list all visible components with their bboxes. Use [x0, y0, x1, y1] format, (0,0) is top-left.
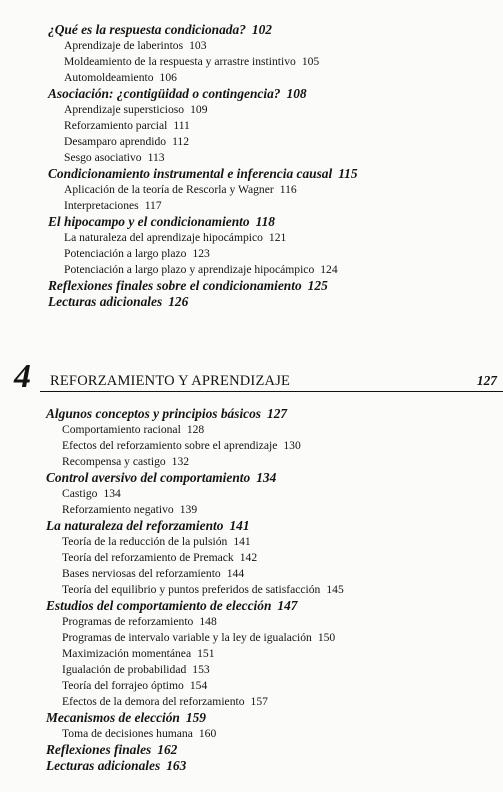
toc-entry: [46, 646, 503, 662]
toc-entry: [46, 726, 503, 742]
toc-heading-title: Lecturas adicionales: [46, 758, 161, 773]
toc-entry-page: 113: [147, 151, 165, 164]
toc-heading: [48, 278, 503, 294]
toc-heading-page: 159: [185, 710, 206, 725]
toc-entry: [46, 566, 503, 582]
toc-heading-page: 162: [157, 742, 178, 757]
toc-heading-title: Reflexiones finales sobre el condicionamiento: [48, 278, 302, 293]
toc-entry: [46, 678, 503, 694]
toc-entry: [46, 486, 503, 502]
toc-heading: [48, 86, 503, 102]
toc-heading-title: Condicionamiento instrumental e inferencia causal: [48, 166, 333, 181]
chapter-header: [0, 358, 503, 395]
toc-entry-title: Reforzamiento negativo: [62, 503, 174, 516]
toc-entry-title: Castigo: [62, 487, 98, 500]
toc-entry-page: 144: [226, 567, 245, 580]
toc-entry-page: 103: [189, 39, 207, 52]
toc-entry: [46, 454, 503, 470]
toc-entry-page: 151: [197, 647, 215, 660]
toc-entry-page: 109: [190, 103, 208, 116]
toc-entry-page: 111: [173, 119, 190, 132]
toc-entry: [48, 38, 503, 54]
toc-heading-page: 127: [267, 406, 288, 421]
toc-entry-page: 157: [250, 695, 268, 708]
toc-heading: [48, 294, 503, 310]
toc-entry: [48, 54, 503, 70]
toc-entry: [48, 182, 503, 198]
toc-entry: [46, 502, 503, 518]
toc-entry: [48, 118, 503, 134]
toc-heading-page: 115: [338, 166, 358, 181]
toc-entry: [48, 102, 503, 118]
chapter-number: 4: [14, 358, 31, 395]
toc-heading: [48, 22, 503, 38]
toc-entry: [46, 438, 503, 454]
toc-entry-title: Programas de reforzamiento: [62, 615, 194, 628]
toc-heading-page: 126: [168, 294, 189, 309]
toc-heading-title: Reflexiones finales: [46, 742, 152, 757]
toc-entry: [46, 662, 503, 678]
toc-entry-title: Teoría de la reducción de la pulsión: [62, 535, 228, 548]
toc-entry-page: 160: [198, 727, 217, 740]
toc-entry-title: Reforzamiento parcial: [64, 119, 168, 132]
toc-heading: [46, 742, 503, 758]
toc-heading-title: ¿Qué es la respuesta condicionada?: [48, 22, 246, 37]
toc-heading-page: 102: [251, 22, 272, 37]
toc-entry-page: 112: [172, 135, 190, 148]
toc-heading: [46, 710, 503, 726]
toc-entry: [48, 246, 503, 262]
toc-entry-page: 153: [192, 663, 210, 676]
toc-heading-page: 147: [277, 598, 298, 613]
toc-entry-title: Teoría del equilibrio y puntos preferidos de satisfacción: [62, 583, 321, 596]
toc-entry-title: Sesgo asociativo: [64, 151, 142, 164]
toc-heading-page: 134: [256, 470, 277, 485]
toc-entry: [48, 70, 503, 86]
toc-heading-title: La naturaleza del reforzamiento: [46, 518, 224, 533]
toc-entry-page: 132: [171, 455, 190, 468]
toc-entry: [46, 422, 503, 438]
toc-entry-title: Programas de intervalo variable y la ley de igualación: [62, 631, 312, 644]
toc-entry-page: 116: [279, 183, 297, 196]
toc-entry-page: 124: [320, 263, 338, 276]
toc-heading: [46, 406, 503, 422]
toc-heading-title: Mecanismos de elección: [46, 710, 180, 725]
toc-entry-title: Teoría del reforzamiento de Premack: [62, 551, 234, 564]
toc-entry-page: 141: [233, 535, 251, 548]
toc-entry-title: Aprendizaje de laberintos: [64, 39, 184, 52]
toc-entry: [48, 134, 503, 150]
chapter-page: 127: [476, 373, 497, 388]
toc-entry-title: Efectos de la demora del reforzamiento: [62, 695, 245, 708]
toc-entry-page: 150: [317, 631, 336, 644]
toc-entry: [48, 150, 503, 166]
toc-entry-title: Comportamiento racional: [62, 423, 181, 436]
toc-entry: [46, 630, 503, 646]
toc-entry: [46, 582, 503, 598]
toc-entry: [46, 614, 503, 630]
toc-heading: [46, 598, 503, 614]
toc-heading-page: 108: [286, 86, 307, 101]
toc-entry-title: Desamparo aprendido: [64, 135, 167, 148]
toc-heading-page: 163: [166, 758, 187, 773]
toc-entry-title: Recompensa y castigo: [62, 455, 166, 468]
toc-entry-title: La naturaleza del aprendizaje hipocámpico: [64, 231, 263, 244]
toc-heading-title: Lecturas adicionales: [48, 294, 163, 309]
toc-heading: [48, 214, 503, 230]
toc-entry-title: Teoría del forrajeo óptimo: [62, 679, 184, 692]
toc-entry: [46, 534, 503, 550]
toc-entry-title: Automoldeamiento: [64, 71, 154, 84]
toc-entry-title: Toma de decisiones humana: [62, 727, 193, 740]
toc-heading-page: 125: [307, 278, 328, 293]
toc-entry-title: Maximización momentánea: [62, 647, 192, 660]
toc-entry-title: Potenciación a largo plazo y aprendizaje hipocámpico: [64, 263, 315, 276]
toc-entry-page: 148: [199, 615, 217, 628]
toc-heading: [46, 518, 503, 534]
toc-heading-title: Algunos conceptos y principios básicos: [46, 406, 262, 421]
chapter-rule: [40, 391, 503, 392]
toc-heading-title: Control aversivo del comportamiento: [46, 470, 251, 485]
toc-entry-title: Moldeamiento de la respuesta y arrastre instintivo: [64, 55, 296, 68]
toc-entry-title: Potenciación a largo plazo: [64, 247, 187, 260]
toc-heading: [46, 470, 503, 486]
toc-entry-page: 105: [301, 55, 320, 68]
toc-entry: [46, 694, 503, 710]
toc-entry-title: Aplicación de la teoría de Rescorla y Wagner: [64, 183, 274, 196]
toc-entry-page: 121: [268, 231, 287, 244]
toc-heading-title: Asociación: ¿contigüidad o contingencia?: [48, 86, 281, 101]
toc-entry-page: 117: [144, 199, 162, 212]
toc-entry-title: Efectos del reforzamiento sobre el aprendizaje: [62, 439, 278, 452]
toc-entry-title: Aprendizaje supersticioso: [64, 103, 185, 116]
toc-entry-page: 134: [103, 487, 121, 500]
toc-section-top: [0, 22, 503, 310]
toc-entry-page: 123: [192, 247, 210, 260]
toc-entry-page: 139: [179, 503, 198, 516]
toc-entry-page: 130: [283, 439, 301, 452]
chapter-title: REFORZAMIENTO Y APRENDIZAJE: [50, 373, 291, 389]
toc-entry-page: 154: [189, 679, 208, 692]
toc-entry-page: 128: [186, 423, 205, 436]
toc-entry: [48, 262, 503, 278]
toc-heading-title: Estudios del comportamiento de elección: [46, 598, 272, 613]
toc-heading: [48, 166, 503, 182]
toc-entry: [46, 550, 503, 566]
toc-entry-title: Bases nerviosas del reforzamiento: [62, 567, 221, 580]
toc-heading-title: El hipocampo y el condicionamiento: [48, 214, 250, 229]
toc-heading-page: 118: [255, 214, 275, 229]
toc-entry-title: Interpretaciones: [64, 199, 139, 212]
toc-entry: [48, 230, 503, 246]
toc-entry-page: 145: [326, 583, 344, 596]
toc-entry: [48, 198, 503, 214]
toc-heading: [46, 758, 503, 774]
toc-section-bottom: [0, 406, 503, 774]
toc-entry-page: 142: [239, 551, 258, 564]
toc-entry-page: 106: [159, 71, 177, 84]
toc-heading-page: 141: [229, 518, 250, 533]
toc-entry-title: Igualación de probabilidad: [62, 663, 187, 676]
